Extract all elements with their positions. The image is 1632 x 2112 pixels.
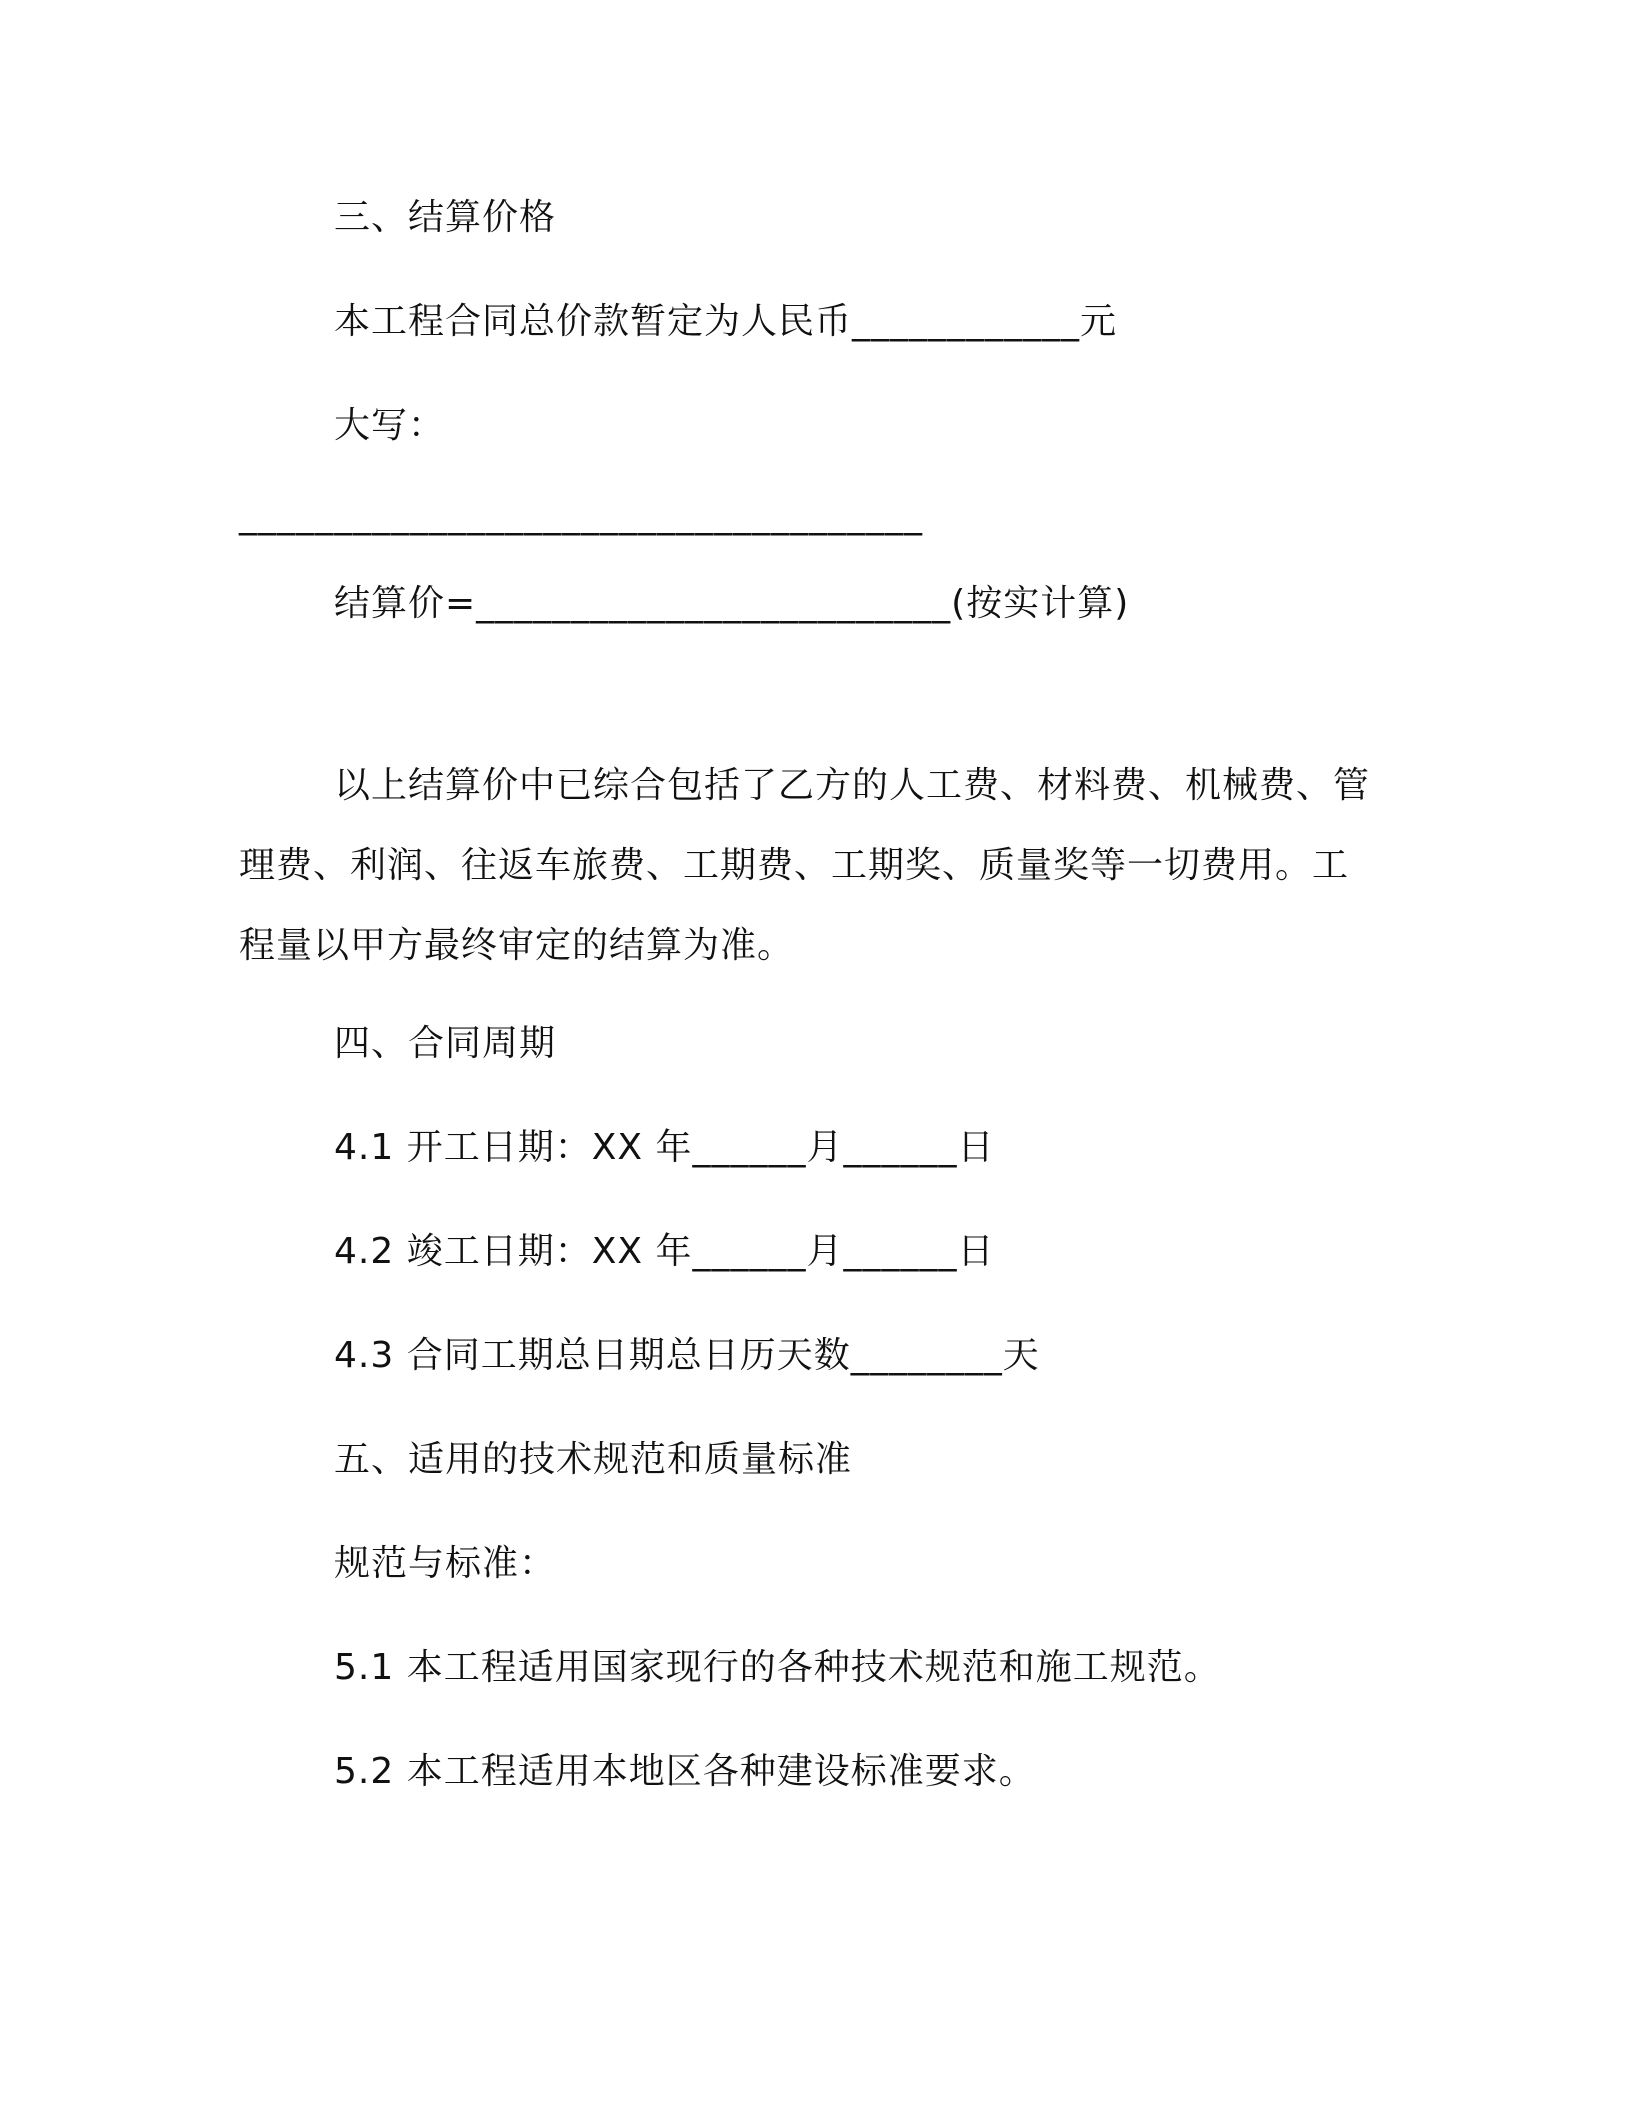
settlement-price-line: 结算价=_________________________(按实计算) <box>334 583 1130 624</box>
total-calendar-days-line: 4.3 合同工期总日期总日历天数________天 <box>334 1335 1040 1376</box>
price-inclusion-paragraph: 以上结算价中已综合包括了乙方的人工费、材料费、机械费、管理费、利润、往返车旅费、工期费、工期奖、质量奖等一切费用。工程量以甲方最终审定的结算为准。 <box>239 765 1371 966</box>
start-date-line: 4.1 开工日期：XX 年______月______日 <box>334 1127 995 1168</box>
capital-amount-blank: ____________________________________ <box>239 495 923 536</box>
section-4-heading: 四、合同周期 <box>334 1023 557 1064</box>
section-3-heading: 三、结算价格 <box>334 197 557 238</box>
item-5-2: 5.2 本工程适用本地区各种建设标准要求。 <box>334 1751 1036 1792</box>
capital-amount-label: 大写： <box>334 405 446 446</box>
section-5-heading: 五、适用的技术规范和质量标准 <box>334 1439 853 1480</box>
standards-label: 规范与标准： <box>334 1543 557 1584</box>
total-price-line: 本工程合同总价款暂定为人民币____________元 <box>334 301 1118 342</box>
completion-date-line: 4.2 竣工日期：XX 年______月______日 <box>334 1231 995 1272</box>
item-5-1: 5.1 本工程适用国家现行的各种技术规范和施工规范。 <box>334 1647 1221 1688</box>
